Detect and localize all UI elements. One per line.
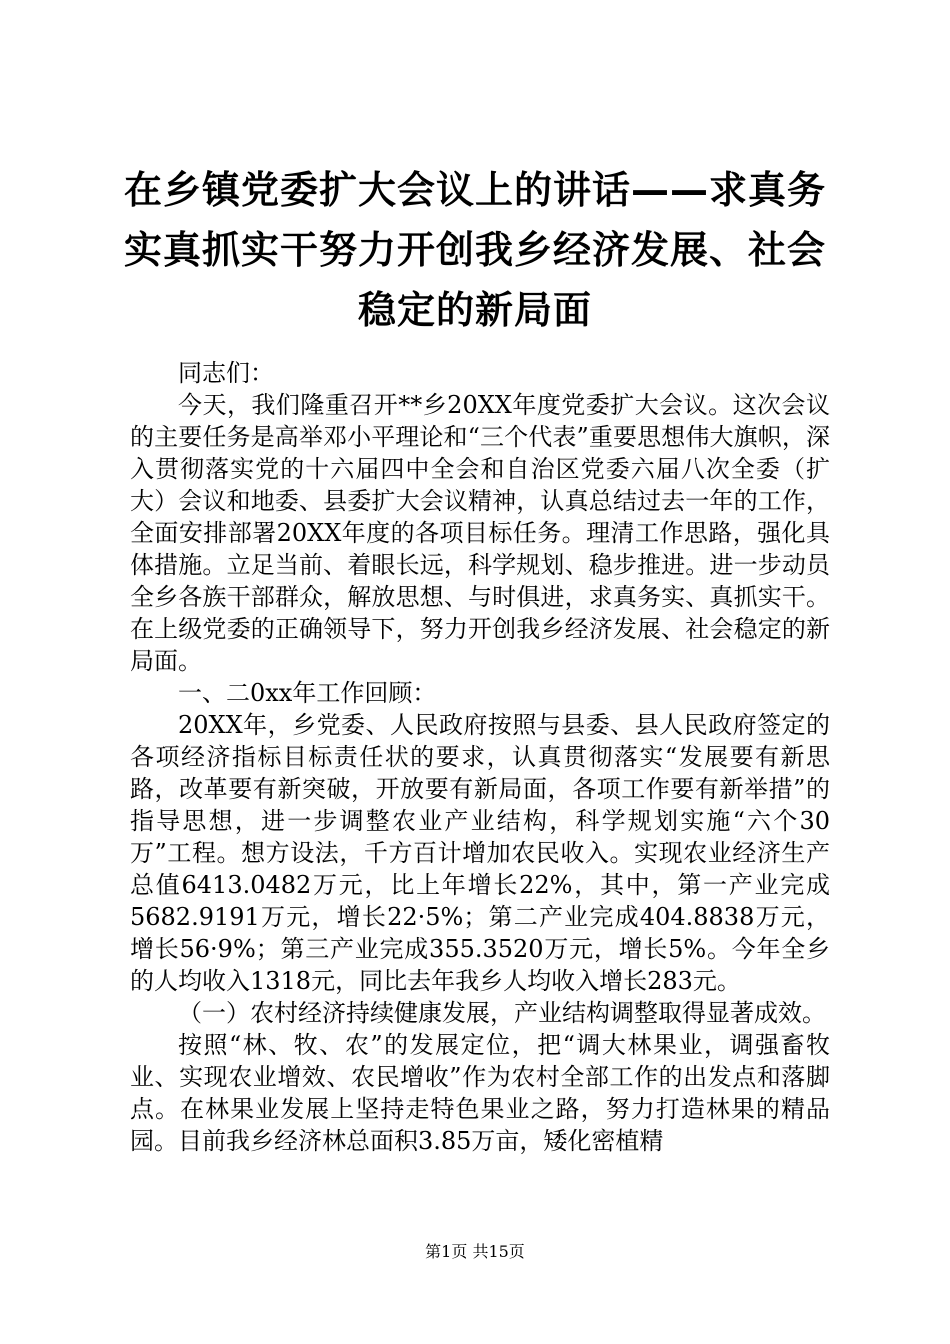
body-paragraph: 按照“林、牧、农”的发展定位，把“调大林果业，调强畜牧业、实现农业增效、农民增收”作为农村全部工作的出发点和落脚点。在林果业发展上坚持走特色果业之路，努力打造林果的精品园。目前我乡经济林总面积3.85万亩，矮化密植精 xyxy=(130,1031,830,1155)
document-body xyxy=(130,357,830,1157)
subsection-heading: （一）农村经济持续健康发展，产业结构调整取得显著成效。 xyxy=(178,999,826,1027)
salutation: 同志们： xyxy=(178,359,274,387)
body-paragraph: 今天，我们隆重召开**乡20XX年度党委扩大会议。这次会议的主要任务是高举邓小平理论和“三个代表”重要思想伟大旗帜，深入贯彻落实党的十六届四中全会和自治区党委六届八次全委（扩大）会议和地委、县委扩大会议精神，认真总结过去一年的工作，全面安排部署20XX年度的各项目标任务。理清工作思路，强化具体措施。立足当前、着眼长远，科学规划、稳步推进。进一步动员全乡各族干部群众，解放思想、与时俱进，求真务实、真抓实干。在上级党委的正确领导下，努力开创我乡经济发展、社会稳定的新局面。 xyxy=(130,391,830,675)
document-title: 在乡镇党委扩大会议上的讲话——求真务实真抓实干努力开创我乡经济发展、社会稳定的新局面 xyxy=(123,168,826,332)
body-paragraph: 20XX年，乡党委、人民政府按照与县委、县人民政府签定的各项经济指标目标责任状的要求，认真贯彻落实“发展要有新思路，改革要有新突破，开放要有新局面，各项工作要有新举措”的指导思想，进一步调整农业产业结构，科学规划实施“六个30万”工程。想方设法，千方百计增加农民收入。实现农业经济生产总值6413.0482万元，比上年增长22%，其中，第一产业完成5682.9191万元，增长22·5%；第二产业完成404.8838万元，增长56·9%；第三产业完成355.3520万元，增长5%。今年全乡的人均收入1318元，同比去年我乡人均收入增长283元。 xyxy=(130,711,830,995)
section-heading: 一、二0xx年工作回顾： xyxy=(178,679,437,707)
page-footer: 第1页 共15页 xyxy=(425,1242,525,1261)
